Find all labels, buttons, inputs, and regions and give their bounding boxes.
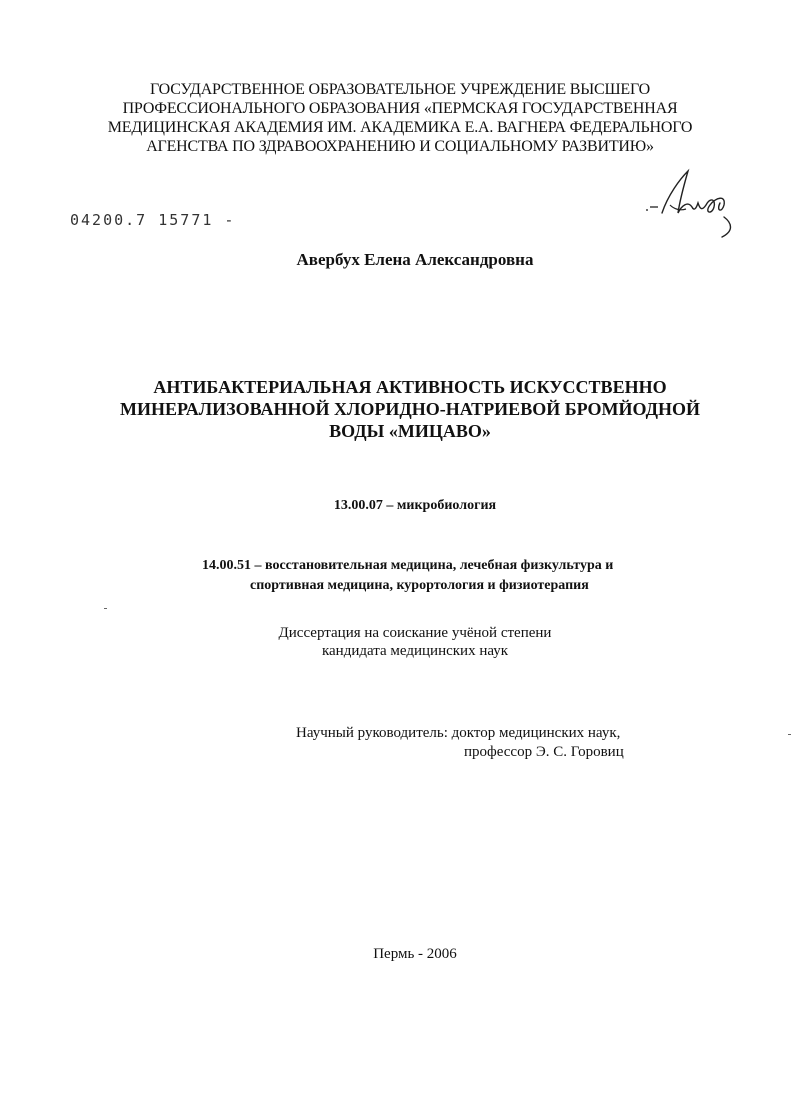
- dissertation-title: [90, 376, 730, 442]
- supervisor-line: Научный руководитель: доктор медицинских наук,: [296, 725, 621, 741]
- specialty-line: спортивная медицина, курортология и физиотерапия: [250, 578, 589, 593]
- specialty-line: 14.00.51 – восстановительная медицина, лечебная физкультура и: [202, 558, 614, 573]
- degree-line: кандидата медицинских наук: [321, 643, 509, 659]
- degree-line: Диссертация на соискание учёной степени: [278, 625, 552, 641]
- scan-speck: [788, 734, 791, 735]
- title-line: МИНЕРАЛИЗОВАННОЙ ХЛОРИДНО-НАТРИЕВОЙ БРОМЙОДНОЙ: [120, 399, 700, 419]
- institution-line: ПРОФЕССИОНАЛЬНОГО ОБРАЗОВАНИЯ «ПЕРМСКАЯ ГОСУДАРСТВЕННАЯ: [122, 100, 678, 117]
- specialty-microbiology: 13.00.07 – микробиология: [333, 498, 497, 513]
- dissertation-degree: [250, 624, 580, 660]
- scientific-supervisor: [296, 724, 624, 762]
- scan-speck: [104, 608, 107, 609]
- institution-line: ГОСУДАРСТВЕННОЕ ОБРАЗОВАТЕЛЬНОЕ УЧРЕЖДЕНИЕ ВЫСШЕГО: [150, 81, 650, 98]
- specialty-restorative-medicine: [202, 556, 613, 596]
- title-line: АНТИБАКТЕРИАЛЬНАЯ АКТИВНОСТЬ ИСКУССТВЕННО: [153, 377, 667, 397]
- title-line: ВОДЫ «МИЦАВО»: [329, 421, 491, 441]
- institution-line: МЕДИЦИНСКАЯ АКАДЕМИЯ ИМ. АКАДЕМИКА Е.А. ВАГНЕРА ФЕДЕРАЛЬНОГО: [107, 119, 693, 136]
- place-and-year: Пермь - 2006: [373, 946, 457, 962]
- institution-line: АГЕНСТВА ПО ЗДРАВООХРАНЕНИЮ И СОЦИАЛЬНОМУ РАЗВИТИЮ»: [146, 138, 654, 155]
- institution-name: [60, 80, 740, 156]
- supervisor-line: профессор Э. С. Горовиц: [464, 744, 624, 760]
- author-name: Авербух Елена Александровна: [296, 250, 534, 269]
- archive-number: 04200.7 15771 -: [70, 211, 236, 229]
- handwritten-signature-icon: [640, 165, 750, 245]
